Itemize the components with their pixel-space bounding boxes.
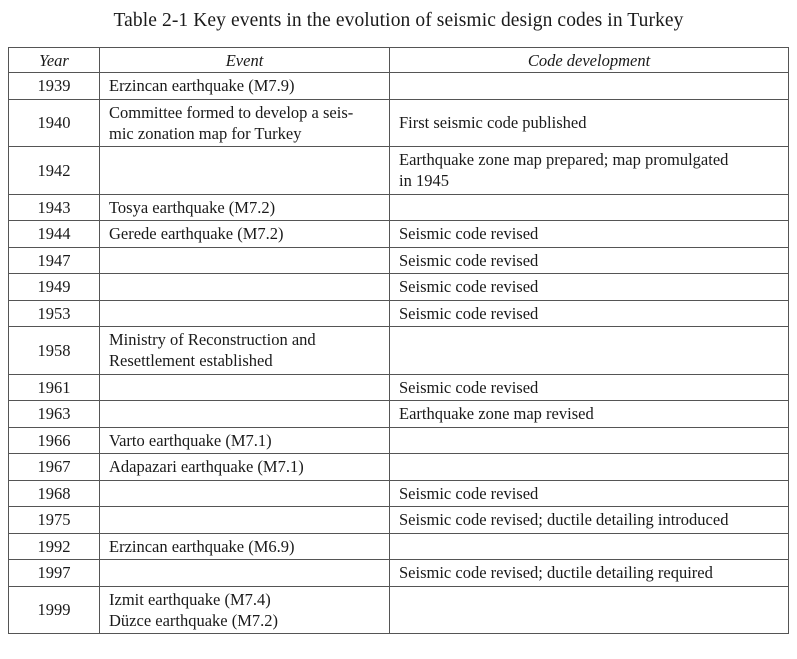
event-cell-line: Ministry of Reconstruction and <box>109 330 316 350</box>
table-row <box>9 560 789 587</box>
event-cell <box>100 274 390 301</box>
event-cell <box>100 480 390 507</box>
year-cell: 1966 <box>9 427 100 454</box>
code-development-cell <box>390 374 789 401</box>
year-cell: 1968 <box>9 480 100 507</box>
code-development-cell <box>390 221 789 248</box>
year-cell: 1943 <box>9 194 100 221</box>
year-cell: 1939 <box>9 73 100 100</box>
code-development-cell <box>390 560 789 587</box>
year-cell: 1997 <box>9 560 100 587</box>
event-cell <box>100 507 390 534</box>
code-development-cell <box>390 247 789 274</box>
code-development-cell <box>390 507 789 534</box>
event-cell-line: Erzincan earthquake (M7.9) <box>109 76 295 96</box>
code-development-cell <box>390 194 789 221</box>
year-cell: 1953 <box>9 300 100 327</box>
header-row <box>9 48 789 73</box>
code-development-cell-line: Seismic code revised <box>399 303 539 323</box>
code-development-cell <box>390 99 789 147</box>
table-row <box>9 73 789 100</box>
code-development-cell-line: First seismic code published <box>399 113 587 133</box>
column-header-event: Event <box>100 48 390 73</box>
event-cell-line: Gerede earthquake (M7.2) <box>109 224 284 244</box>
code-development-cell <box>390 147 789 195</box>
code-development-cell <box>390 454 789 481</box>
code-development-cell-line: Seismic code revised <box>399 224 539 244</box>
year-cell: 1961 <box>9 374 100 401</box>
table-caption: Table 2-1 Key events in the evolution of seismic design codes in Turkey <box>113 10 684 31</box>
event-cell <box>100 454 390 481</box>
event-cell-line: Erzincan earthquake (M6.9) <box>109 536 295 556</box>
event-cell <box>100 427 390 454</box>
year-cell: 1975 <box>9 507 100 534</box>
year-cell: 1999 <box>9 586 100 634</box>
table-row <box>9 586 789 634</box>
event-cell-line: Adapazari earthquake (M7.1) <box>109 457 304 477</box>
table-row <box>9 327 789 375</box>
table-row <box>9 147 789 195</box>
table-row <box>9 274 789 301</box>
code-development-cell <box>390 300 789 327</box>
events-table <box>8 47 789 634</box>
year-cell: 1967 <box>9 454 100 481</box>
code-development-cell-line: Earthquake zone map revised <box>399 404 594 424</box>
code-development-cell-line: in 1945 <box>399 171 449 191</box>
event-cell <box>100 73 390 100</box>
year-cell: 1944 <box>9 221 100 248</box>
event-cell <box>100 327 390 375</box>
code-development-cell-line: Seismic code revised <box>399 250 539 270</box>
year-cell: 1992 <box>9 533 100 560</box>
table-row <box>9 300 789 327</box>
code-development-cell <box>390 327 789 375</box>
year-cell: 1958 <box>9 327 100 375</box>
table-row <box>9 533 789 560</box>
code-development-cell-line: Seismic code revised <box>399 377 539 397</box>
event-cell-line: Düzce earthquake (M7.2) <box>109 610 279 630</box>
code-development-cell-line: Earthquake zone map prepared; map promulgated <box>399 150 729 170</box>
column-header-code-development: Code development <box>390 48 789 73</box>
event-cell-line: mic zonation map for Turkey <box>109 123 302 143</box>
table-row <box>9 221 789 248</box>
event-cell <box>100 533 390 560</box>
column-header-year: Year <box>9 48 100 73</box>
table-row <box>9 374 789 401</box>
event-cell <box>100 374 390 401</box>
code-development-cell-line: Seismic code revised; ductile detailing required <box>399 563 713 583</box>
event-cell <box>100 221 390 248</box>
table-row <box>9 507 789 534</box>
event-cell <box>100 247 390 274</box>
event-cell <box>100 560 390 587</box>
year-cell: 1949 <box>9 274 100 301</box>
table-row <box>9 401 789 428</box>
event-cell-line: Resettlement established <box>109 351 273 371</box>
year-cell: 1963 <box>9 401 100 428</box>
table-row <box>9 480 789 507</box>
table-row <box>9 194 789 221</box>
event-cell-line: Committee formed to develop a seis- <box>109 102 354 122</box>
code-development-cell <box>390 427 789 454</box>
table-row <box>9 454 789 481</box>
code-development-cell <box>390 274 789 301</box>
code-development-cell <box>390 480 789 507</box>
code-development-cell-line: Seismic code revised <box>399 483 539 503</box>
code-development-cell <box>390 533 789 560</box>
event-cell-line: Varto earthquake (M7.1) <box>109 430 272 450</box>
year-cell: 1940 <box>9 99 100 147</box>
event-cell-line: Tosya earthquake (M7.2) <box>109 197 276 217</box>
year-cell: 1942 <box>9 147 100 195</box>
event-cell <box>100 147 390 195</box>
table-row <box>9 427 789 454</box>
table-body <box>9 73 789 634</box>
event-cell <box>100 300 390 327</box>
event-cell <box>100 99 390 147</box>
event-cell-line: Izmit earthquake (M7.4) <box>109 589 271 609</box>
code-development-cell <box>390 73 789 100</box>
code-development-cell-line: Seismic code revised; ductile detailing introduced <box>399 510 729 530</box>
event-cell <box>100 586 390 634</box>
code-development-cell <box>390 401 789 428</box>
event-cell <box>100 194 390 221</box>
year-cell: 1947 <box>9 247 100 274</box>
event-cell <box>100 401 390 428</box>
table-row <box>9 99 789 147</box>
table-row <box>9 247 789 274</box>
code-development-cell <box>390 586 789 634</box>
code-development-cell-line: Seismic code revised <box>399 277 539 297</box>
